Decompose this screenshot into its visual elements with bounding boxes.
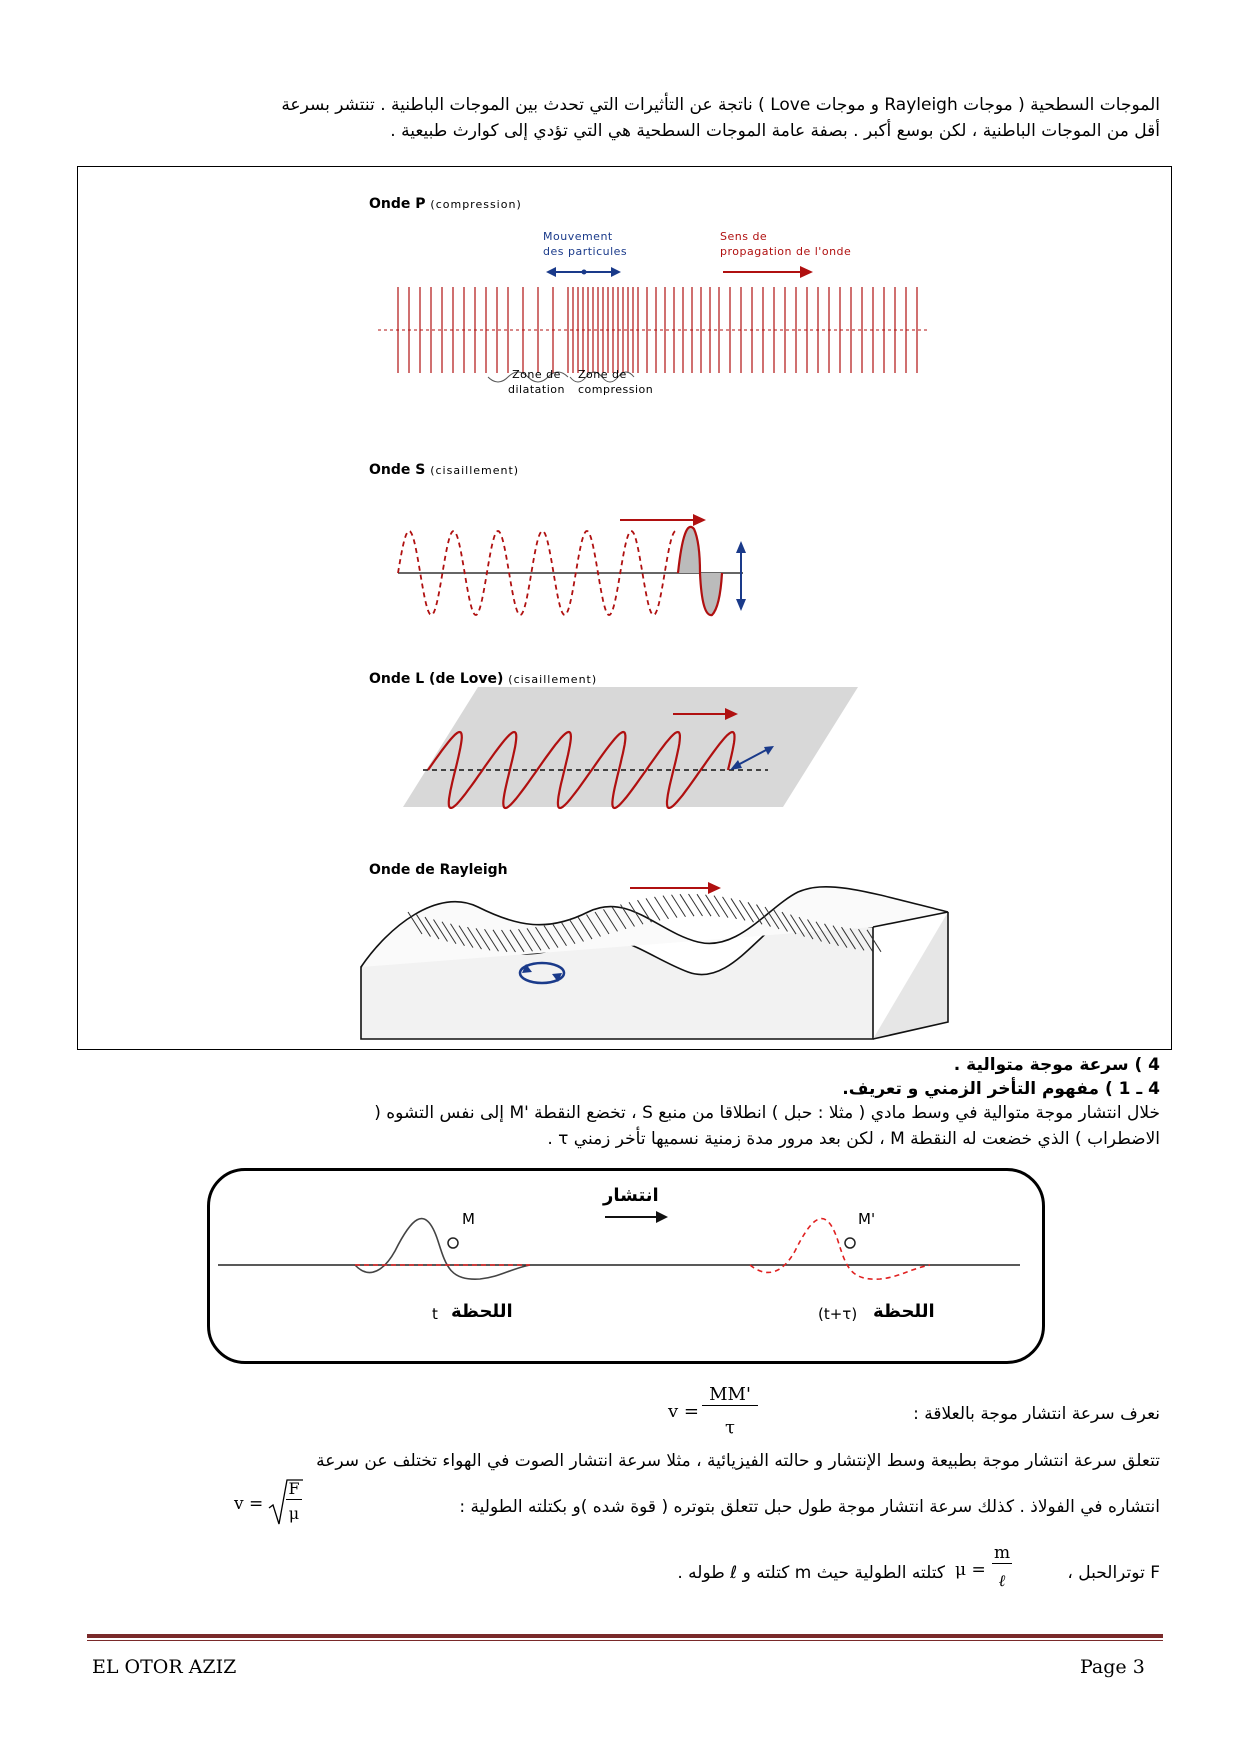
zone-compression-label: Zone de compression <box>578 368 654 396</box>
section-4-paragraph-2: الاضطراب ) الذي خضعت له النقطة M ، لكن بعد مرور مدة زمنية نسميها تأخر زمني τ . <box>547 1129 1160 1149</box>
intro-line-1: الموجات السطحية ( موجات Rayleigh و موجات Love ) ناتجة عن التأثيرات التي تحدث بين الموجات الباطنية . تنتشر بسرعة <box>281 95 1160 115</box>
mu-eq-lhs: μ = <box>955 1560 986 1580</box>
propagation-arrow <box>723 266 813 278</box>
onde-rayleigh-title: Onde de Rayleigh <box>369 862 508 878</box>
instant-t-var: t <box>432 1305 438 1323</box>
onde-s-title: Onde S (cisaillement) <box>369 462 520 478</box>
point-m-label: M <box>462 1210 475 1228</box>
seismic-waves-figure <box>77 166 1172 1050</box>
sqrt-denominator: μ <box>288 1504 300 1523</box>
particle-motion-arrow <box>546 267 621 277</box>
sqrt-eq-lhs: v = <box>234 1494 264 1514</box>
sqrt-numerator: F <box>286 1479 302 1500</box>
section-4-1-heading: 4 ـ 1 ) مفهوم التأخر الزمني و تعريف. <box>842 1079 1160 1099</box>
mass-length-text: كتلته الطولية حيث m كتلته و ℓ طوله . <box>677 1563 945 1583</box>
tension-text: F توترالحبل ، <box>1067 1563 1160 1583</box>
onde-p-title: Onde P (compression) <box>369 196 522 212</box>
section-4-paragraph-1: خلال انتشار موجة متوالية في وسط مادي ( مثلا : حبل ) انطلاقا من منبع S ، تخضع النقطة 'M إلى نفس التشوه ( <box>374 1103 1160 1123</box>
instant-t-tau-var: (t+τ) <box>818 1305 858 1323</box>
point-m-prime-label: M' <box>858 1210 876 1228</box>
intro-line-2: أقل من الموجات الباطنية ، لكن بوسع أكبر . بصفة عامة الموجات السطحية هي التي تؤدي إلى كوارث طبيعية . <box>390 121 1160 141</box>
formula-paragraph-4: انتشاره في الفولاذ . كذلك سرعة انتشار موجة طول حبل تتعلق بتوتره ( قوة شده )و بكتلته الطولية : <box>459 1497 1160 1517</box>
rayleigh-block <box>361 887 948 1039</box>
footer-page-number: Page 3 <box>1080 1656 1145 1678</box>
onde-l-title: Onde L (de Love) (cisaillement) <box>369 671 598 687</box>
time-delay-figure <box>207 1168 1045 1364</box>
instant-t-tau-word: اللحظة <box>873 1301 935 1322</box>
mu-denominator: ℓ <box>998 1571 1006 1590</box>
footer-rule-thick <box>87 1634 1163 1638</box>
instant-t-word: اللحظة <box>451 1301 513 1322</box>
footer-author: EL OTOR AZIZ <box>92 1656 237 1678</box>
formula-paragraph-3: تتعلق سرعة انتشار موجة بطبيعة وسط الإنتشار و حالته الفيزيائية ، مثلا سرعة انتشار الصوت في الهواء تختلف عن سرعة <box>316 1451 1160 1471</box>
velocity-definition-text: نعرف سرعة انتشار موجة بالعلاقة : <box>913 1404 1160 1424</box>
section-4-heading: 4 ) سرعة موجة متوالية . <box>953 1055 1160 1075</box>
mu-numerator: m <box>993 1543 1011 1563</box>
fraction-denominator: τ <box>725 1417 735 1438</box>
zone-dilatation-label: Zone de dilatation <box>508 368 565 396</box>
waves-drawing <box>78 167 1171 1049</box>
fraction-numerator: MM' <box>702 1385 758 1406</box>
propagation-label: Sens de propagation de l'onde <box>720 230 852 258</box>
mouvement-label: Mouvement des particules <box>543 230 628 258</box>
velocity-eq-lhs: v = <box>668 1401 699 1422</box>
love-plane <box>403 687 858 807</box>
footer-rule-thin <box>87 1640 1163 1641</box>
propagation-word: انتشار <box>603 1185 659 1206</box>
